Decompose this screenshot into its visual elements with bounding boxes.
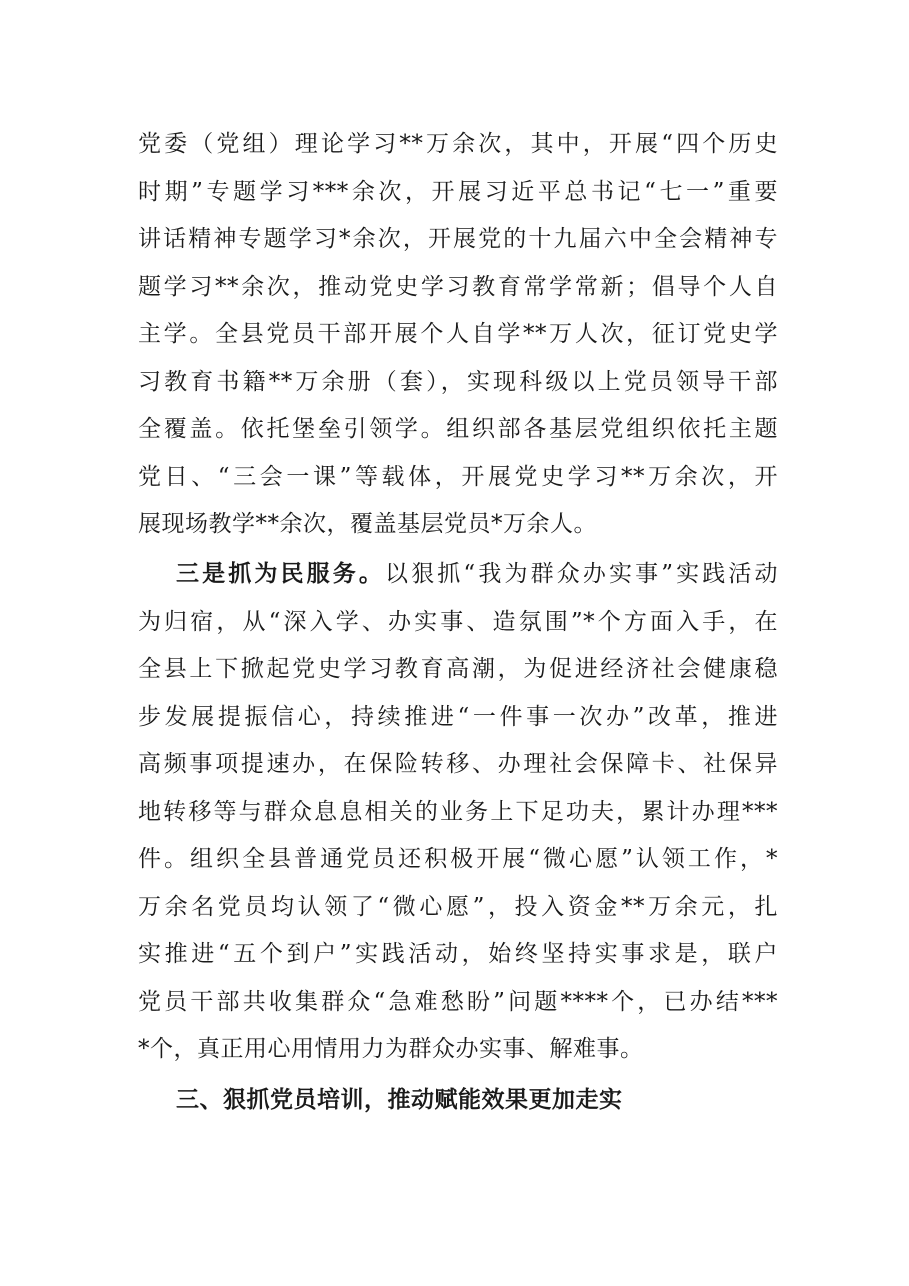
paragraph-line: 件。组织全县普通党员还积极开展“微心愿”认领工作，* <box>138 846 778 872</box>
paragraph-line: 党日、“三会一课”等载体，开展党史学习**万余次，开 <box>138 463 778 490</box>
paragraph-serve-people <box>138 550 778 1074</box>
paragraph-theory-study <box>138 121 778 549</box>
paragraph-line: 党员干部共收集群众“急难愁盼”问题****个，已办结*** <box>138 988 778 1015</box>
paragraph-line: 全县上下掀起党史学习教育高潮，为促进经济社会健康稳 <box>138 656 778 682</box>
paragraph-first-line <box>138 550 778 599</box>
paragraph-line: 地转移等与群众息息相关的业务上下足功夫，累计办理*** <box>138 798 778 825</box>
paragraph-line: 题学习**余次，推动党史学习教育常学常新；倡导个人自 <box>138 273 778 300</box>
paragraph-line: 步发展提振信心，持续推进“一件事一次办”改革，推进 <box>138 703 778 730</box>
section-heading <box>138 1076 778 1124</box>
paragraph-line: 习教育书籍**万余册（套），实现科级以上党员领导干部 <box>138 368 778 395</box>
paragraph-line: 全覆盖。依托堡垒引领学。组织部各基层党组织依托主题 <box>138 416 778 442</box>
section-heading-text: 三、狠抓党员培训，推动赋能效果更加走实 <box>176 1086 623 1113</box>
paragraph-line: 高频事项提速办，在保险转移、办理社会保障卡、社保异 <box>138 751 778 777</box>
paragraph-line: 万余名党员均认领了“微心愿”，投入资金**万余元，扎 <box>138 893 778 920</box>
paragraph-line: *个，真正用心用情用力为群众办实事、解难事。 <box>138 1036 644 1062</box>
paragraph-line: 时期”专题学习***余次，开展习近平总书记“七一”重要 <box>138 178 778 205</box>
paragraph-lead-bold: 三是抓为民服务。 <box>176 560 386 587</box>
paragraph-line: 讲话精神专题学习*余次，开展党的十九届六中全会精神专 <box>138 226 778 252</box>
paragraph-line: 党委（党组）理论学习**万余次，其中，开展“四个历史 <box>138 131 778 157</box>
paragraph-line: 主学。全县党员干部开展个人自学**万人次，征订党史学 <box>138 321 778 347</box>
paragraph-first-line-rest: 以狠抓“我为群众办实事”实践活动 <box>385 561 778 587</box>
paragraph-line: 实推进“五个到户”实践活动，始终坚持实事求是，联户 <box>138 941 778 967</box>
paragraph-line: 展现场教学**余次，覆盖基层党员*万余人。 <box>138 511 597 537</box>
paragraph-line: 为归宿，从“深入学、办实事、造氛围”*个方面入手，在 <box>138 608 778 635</box>
